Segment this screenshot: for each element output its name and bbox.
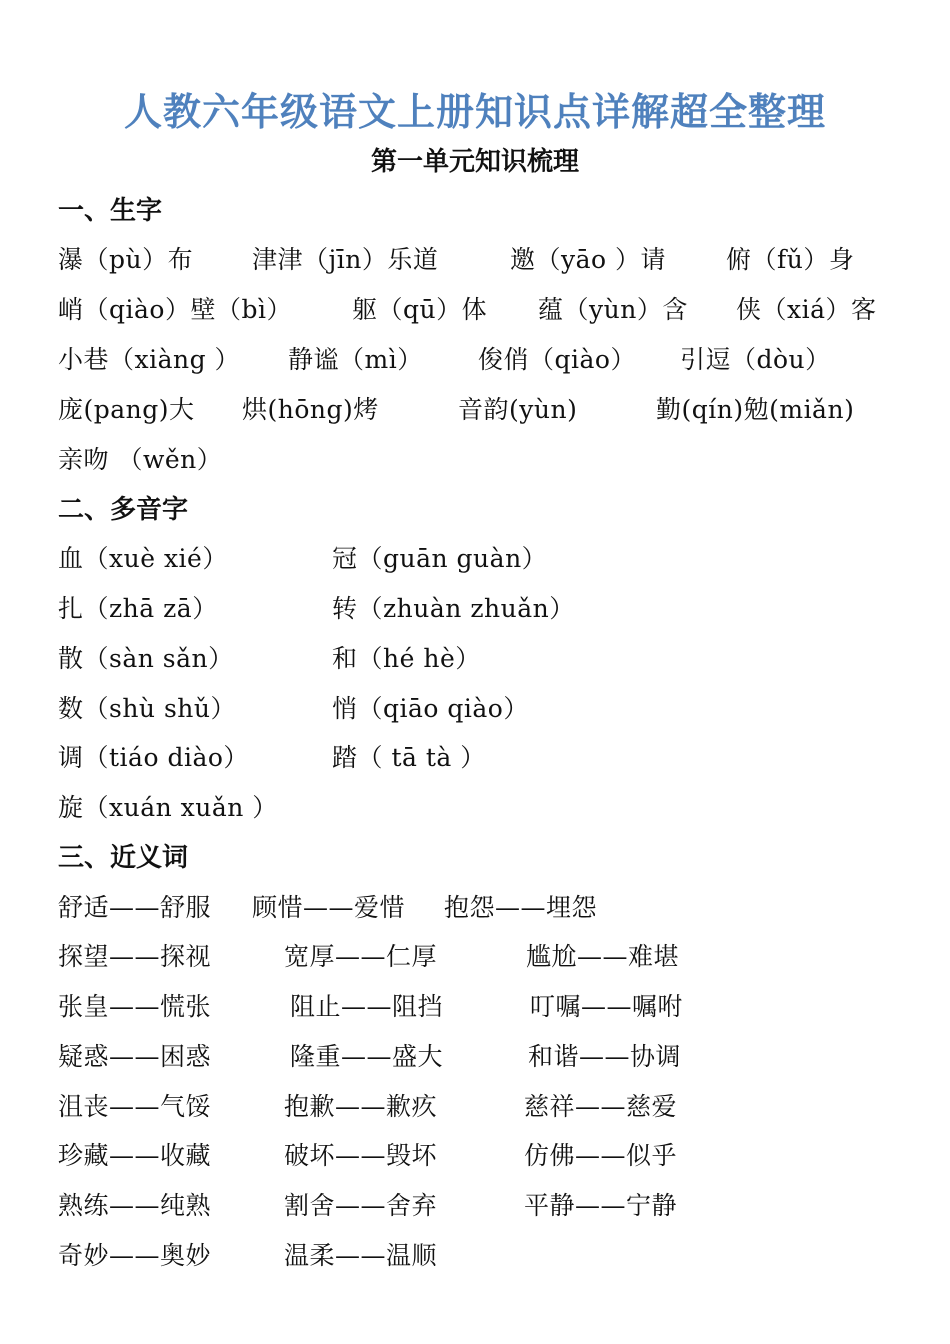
synonym-pair: 和谐——协调: [528, 1042, 682, 1071]
polyphone-entry: 血（xuè xié）: [58, 544, 228, 573]
synonym-pair: 平静——宁静: [524, 1191, 678, 1220]
vocab-entry: 音韵(yùn): [458, 395, 578, 424]
synonym-pair: 抱歉——歉疚: [284, 1092, 438, 1121]
synonym-pair: 探望——探视: [58, 942, 212, 971]
list-item: [58, 987, 938, 1027]
synonym-pair: 隆重——盛大: [290, 1042, 444, 1071]
section-heading-new-characters: 一、生字: [58, 196, 163, 226]
vocab-entry: 峭（qiào）壁（bì）: [58, 295, 292, 324]
polyphone-entry: 冠（guān guàn）: [332, 544, 548, 573]
synonym-pair: 宽厚——仁厚: [284, 942, 438, 971]
vocab-entry: 庞(pang)大: [58, 395, 195, 424]
list-item: [58, 440, 938, 480]
synonym-pair: 仿佛——似乎: [524, 1141, 678, 1170]
list-item: [58, 689, 938, 729]
synonym-pair: 尴尬——难堪: [526, 942, 680, 971]
vocab-entry: 俯（fǔ）身: [726, 245, 855, 274]
vocab-entry: 津津（jīn）乐道: [252, 245, 439, 274]
synonym-pair: 抱怨——埋怨: [444, 893, 598, 922]
synonym-pair: 割舍——舍弃: [284, 1191, 438, 1220]
vocab-entry: 亲吻 （wěn）: [58, 445, 223, 474]
synonym-pair: 珍藏——收藏: [58, 1141, 212, 1170]
vocab-entry: 邀（yāo ）请: [510, 245, 667, 274]
vocab-entry: 瀑（pù）布: [58, 245, 194, 274]
polyphone-entry: 扎（zhā zā）: [58, 594, 218, 623]
unit-subtitle: 第一单元知识梳理: [370, 147, 579, 177]
synonym-pair: 张皇——慌张: [58, 992, 212, 1021]
vocab-entry: 侠（xiá）客: [736, 295, 877, 324]
synonym-pair: 慈祥——慈爱: [524, 1092, 678, 1121]
polyphone-entry: 调（tiáo diào）: [58, 743, 249, 772]
vocab-entry: 蕴（yùn）含: [538, 295, 688, 324]
list-item: [58, 1136, 938, 1176]
synonym-pair: 沮丧——气馁: [58, 1092, 212, 1121]
polyphone-entry: 和（hé hè）: [332, 644, 481, 673]
list-item: [58, 788, 938, 828]
section-heading-polyphones: 二、多音字: [58, 495, 189, 525]
synonym-pair: 顾惜——爱惜: [252, 893, 406, 922]
synonym-pair: 阻止——阻挡: [290, 992, 444, 1021]
synonym-pair: 破坏——毁坏: [284, 1141, 438, 1170]
vocab-entry: 勤(qín)勉(miǎn): [656, 395, 855, 424]
polyphone-entry: 转（zhuàn zhuǎn）: [332, 594, 575, 623]
list-item: [58, 1087, 938, 1127]
synonym-pair: 温柔——温顺: [284, 1241, 438, 1270]
list-item: [58, 1186, 938, 1226]
polyphone-entry: 旋（xuán xuǎn ）: [58, 793, 278, 822]
synonym-pair: 奇妙——奥妙: [58, 1241, 212, 1270]
vocab-entry: 小巷（xiàng ）: [58, 345, 241, 374]
list-item: [58, 738, 938, 778]
polyphone-entry: 踏（ tā tà ）: [332, 743, 486, 772]
synonym-pair: 熟练——纯熟: [58, 1191, 212, 1220]
list-item: [58, 589, 938, 629]
list-item: [58, 539, 938, 579]
list-item: [58, 937, 938, 977]
list-item: [58, 240, 938, 280]
vocab-entry: 静谧（mì）: [288, 345, 423, 374]
polyphone-entry: 散（sàn sǎn）: [58, 644, 234, 673]
vocab-entry: 躯（qū）体: [352, 295, 488, 324]
list-item: [58, 290, 938, 330]
vocab-entry: 俊俏（qiào）: [478, 345, 636, 374]
list-item: [58, 1236, 938, 1276]
list-item: [58, 390, 938, 430]
section-heading-synonyms: 三、近义词: [58, 843, 189, 873]
synonym-pair: 叮嘱——嘱咐: [530, 992, 684, 1021]
synonym-pair: 舒适——舒服: [58, 893, 212, 922]
list-item: [58, 340, 938, 380]
list-item: [58, 888, 938, 928]
page-title: 人教六年级语文上册知识点详解超全整理: [123, 90, 826, 134]
list-item: [58, 1037, 938, 1077]
vocab-entry: 烘(hōng)烤: [242, 395, 379, 424]
polyphone-entry: 数（shù shǔ）: [58, 694, 237, 723]
list-item: [58, 639, 938, 679]
vocab-entry: 引逗（dòu）: [680, 345, 831, 374]
synonym-pair: 疑惑——困惑: [58, 1042, 212, 1071]
polyphone-entry: 悄（qiāo qiào）: [332, 694, 529, 723]
